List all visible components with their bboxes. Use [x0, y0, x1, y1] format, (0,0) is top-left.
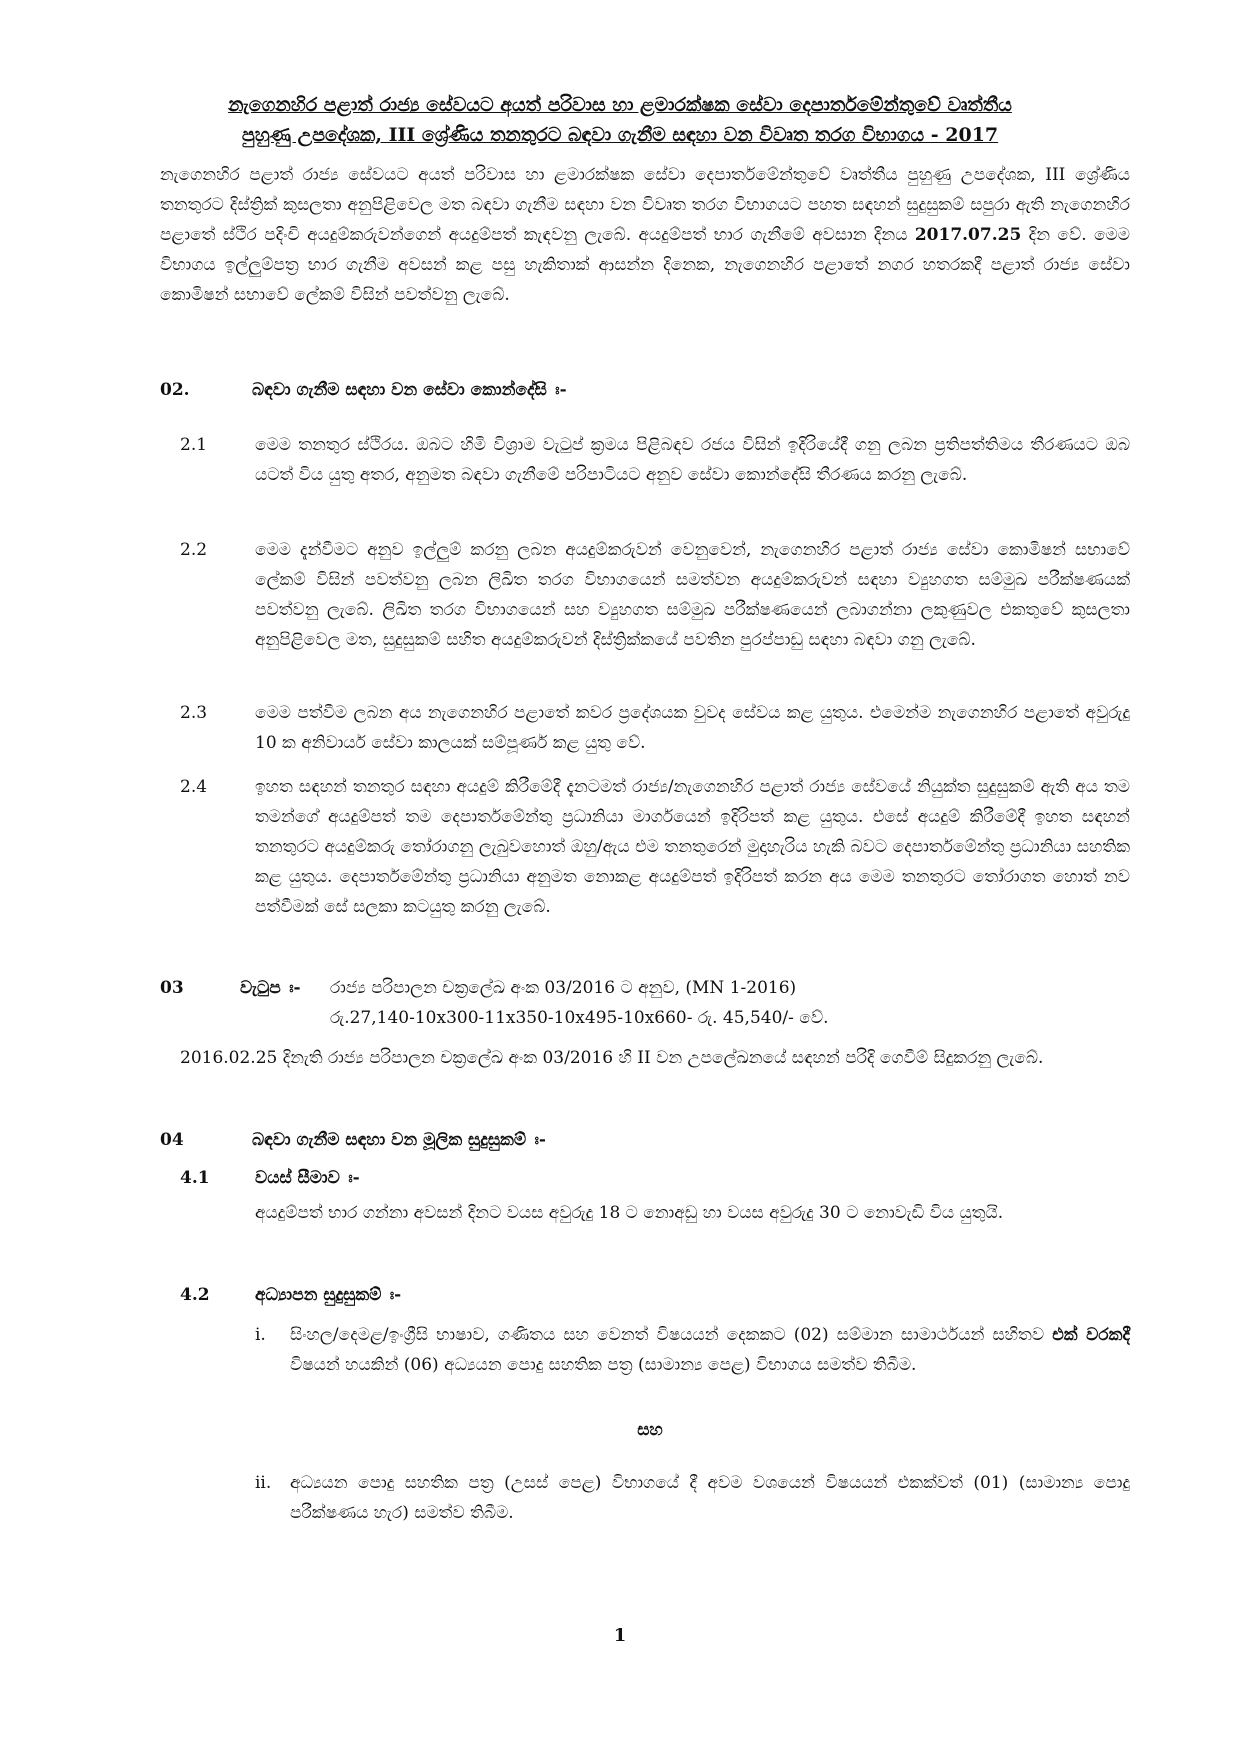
subsection-4-2-heading: අධ්‍යාපන සුදුසුකම් ඃ- — [255, 1285, 402, 1305]
section-02-heading: බඳවා ගැනීම සඳහා වන සේවා කොන්දේසි ඃ- — [252, 380, 567, 400]
item-2-2-number: 2.2 — [180, 540, 208, 560]
subsection-4-1-heading: වයස් සීමාව ඃ- — [255, 1168, 360, 1188]
qualification-i-text-part-2: විෂයන් හයකින් (06) අධ්‍යයන පොදු සහතික පත්‍ර (සාමාන්‍ය පෙළ) විභාගය සමත්ව තිබීම. — [290, 1355, 917, 1375]
qualification-ii-text: අධ්‍යයන පොදු සහතික පත්‍ර (උසස් පෙළ) විභාගයේ දී අවම වශයෙන් විෂයයන් එකක්වත් (01) (සාමාන්‍ය පොදු පරීක්ෂණය හැර) සමත්ව තිබීම. — [290, 1473, 1130, 1523]
salary-circular-line: රාජ්‍ය පරිපාලන චක්‍රලේඛ අංක 03/2016 ට අනුව, (MN 1-2016) — [330, 978, 797, 998]
qualification-i-emphasis: එක් වරකදී — [1052, 1325, 1130, 1345]
salary-scale-line: රු.27,140-10x300-11x350-10x495-10x660- රු. 45,540/- වේ. — [330, 1008, 829, 1028]
item-2-1-number: 2.1 — [180, 435, 208, 455]
intro-text-part-2: දින වේ. මෙම විභාගය ඉල්ලුම්පත්‍ර භාර ගැනීම අවසන් කළ පසු හැකිතාක් ආසන්න දිනෙක, නැගෙනහිර පළාතේ නගර හතරකදී පළාත් රාජ්‍ය සේවා කොමිෂන් සභාවේ ලේකම් විසින් පවත්වනු ලැබේ. — [160, 225, 1130, 305]
qualification-i-number: i. — [255, 1325, 266, 1345]
section-04-heading: බඳවා ගැනීම සඳහා වන මූලික සුදුසුකම් ඃ- — [252, 1130, 546, 1150]
intro-text-part-1: නැගෙනහිර පළාත් රාජ්‍ය සේවයට අයත් පරිවාස හා ළමාරක්ෂක සේවා දෙපාර්තමේන්තුවේ වෘත්තීය පුහුණු උපදේශක, III ශ්‍රේණිය තනතුරට දිස්ත්‍රික් කුසලතා අනුපිළිවෙල මත බඳවා ගැනීම සඳහා වන විවෘත තරග විභාගයට පහත සඳහන් සුදුසුකම් සපුරා ඇති නැගෙනහිර පළාතේ ස්ථිර පදිංචි අයදුම්කරුවන්ගෙන් අයදුම්පත් කැඳවනු ලැබේ. අයදුම්පත් භාර ගැනීමේ අවසාන දිනය — [160, 165, 1130, 245]
qualification-ii-number: ii. — [255, 1473, 272, 1493]
age-limit-text: අයදුම්පත් භාර ගන්නා අවසන් දිනට වයස අවුරුදු 18 ට නොඅඩු හා වයස අවුරුදු 30 ට නොවැඩි විය යුතුයි. — [255, 1203, 1004, 1223]
item-2-1-text: මෙම තනතුර ස්ථිරය. ඔබට හිමි විශ්‍රාම වැටුප් ක්‍රමය පිළිබඳව රජය විසින් ඉදිරියේදී ගනු ලබන ප්‍රතිපත්තිමය තීරණයට ඔබ යටත් විය යුතු අතර, අනුමත බඳවා ගැනීමේ පරිපාටියට අනුව සේවා කොන්දේසි තීරණය කරනු ලැබේ. — [255, 435, 1130, 485]
qualification-i-text — [290, 1320, 1130, 1380]
item-2-2-text: මෙම දැන්වීමට අනුව ඉල්ලුම් කරනු ලබන අයදුම්කරුවන් වෙනුවෙන්, නැගෙනහිර පළාත් රාජ්‍ය සේවා කොමිෂන් සභාවේ ලේකම් විසින් පවත්වනු ලබන ලිඛිත තරග විභාගයෙන් සමත්වන අයදුම්කරුවන් සඳහා ව්‍යුහගත සම්මුඛ පරීක්ෂණයක් පවත්වනු ලැබේ. ලිඛිත තරග විභාගයෙන් සහ ව්‍යුහගත සම්මුඛ පරීක්ෂණයෙන් ලබාගන්නා ලකුණුවල එකතුවේ කුසලතා අනුපිළිවෙල මත, සුදුසුකම් සහිත අයදුම්කරුවන් දිස්ත්‍රික්කයේ පවතින පුරප්පාඩු සඳහා බඳවා ගනු ලැබේ. — [255, 540, 1130, 650]
document-title-line-2: පුහුණු උපදේශක, III ශ්‍රේණිය තනතුරට බඳවා ගැනීම සඳහා වන විවෘත තරග විභාගය - 2017 — [241, 124, 999, 146]
intro-paragraph — [160, 160, 1130, 310]
section-04-number: 04 — [160, 1130, 184, 1150]
section-03-heading: වැටුප ඃ- — [240, 978, 301, 998]
document-title-line-1: නැගෙනහිර පළාත් රාජ්‍ය සේවයට අයත් පරිවාස හා ළමාරක්ෂක සේවා දෙපාර්තමේන්තුවේ වෘත්තීය — [228, 94, 1012, 116]
application-deadline: 2017.07.25 — [914, 225, 1022, 245]
section-03-number: 03 — [160, 978, 184, 998]
item-2-3-text: මෙම පත්වීම ලබන අය නැගෙනහිර පළාතේ කවර ප්‍රදේශයක වුවද සේවය කළ යුතුය. එමෙන්ම නැගෙනහිර පළාතේ අවුරුදු 10 ක අනිවාර්ය සේවා කාලයක් සම්පූර්ණ කළ යුතු වේ. — [255, 703, 1130, 753]
page-number: 1 — [613, 1625, 627, 1646]
item-2-4-number: 2.4 — [180, 777, 208, 797]
subsection-4-2-number: 4.2 — [180, 1285, 210, 1305]
qualification-i-text-part-1: සිංහල/දෙමළ/ඉංග්‍රීසි භාෂාව, ගණිතය සහ වෙනත් විෂයයන් දෙකකට (02) සම්මාන සාමාර්ථයන් සහිතව — [290, 1325, 1053, 1345]
item-2-3-number: 2.3 — [180, 703, 208, 723]
section-02-number: 02. — [160, 380, 190, 400]
subsection-4-1-number: 4.1 — [180, 1168, 210, 1188]
and-connector: සහ — [637, 1420, 663, 1440]
item-2-4-text: ඉහත සඳහන් තනතුර සඳහා අයදුම් කිරීමේදී දැනටමත් රාජ්‍ය/නැගෙනහිර පළාත් රාජ්‍ය සේවයේ නියුක්ත සුදුසුකම් ඇති අය තම තමන්ගේ අයදුම්පත් තම දෙපාර්තමේන්තු ප්‍රධානියා මාර්ගයෙන් ඉදිරිපත් කළ යුතුය. එසේ අයදුම් කිරීමේදී ඉහත සඳහන් තනතුරට අයදුම්කරු තෝරාගනු ලැබුවහොත් ඔහු/ඇය එම තනතුරෙන් මුදාහැරිය හැකි බවට දෙපාර්තමේන්තු ප්‍රධානියා සහතික කළ යුතුය. දෙපාර්තමේන්තු ප්‍රධානියා අනුමත නොකළ අයදුම්පත් ඉදිරිපත් කරන අය මෙම තනතුරට තෝරාගත හොත් නව පත්වීමක් සේ සලකා කටයුතු කරනු ලැබේ. — [255, 777, 1130, 917]
salary-note: 2016.02.25 දිනැති රාජ්‍ය පරිපාලන චක්‍රලේඛ අංක 03/2016 හි II වන උපලේඛනයේ සඳහන් පරිදි ගෙවීම් සිදුකරනු ලැබේ. — [180, 1048, 1044, 1068]
